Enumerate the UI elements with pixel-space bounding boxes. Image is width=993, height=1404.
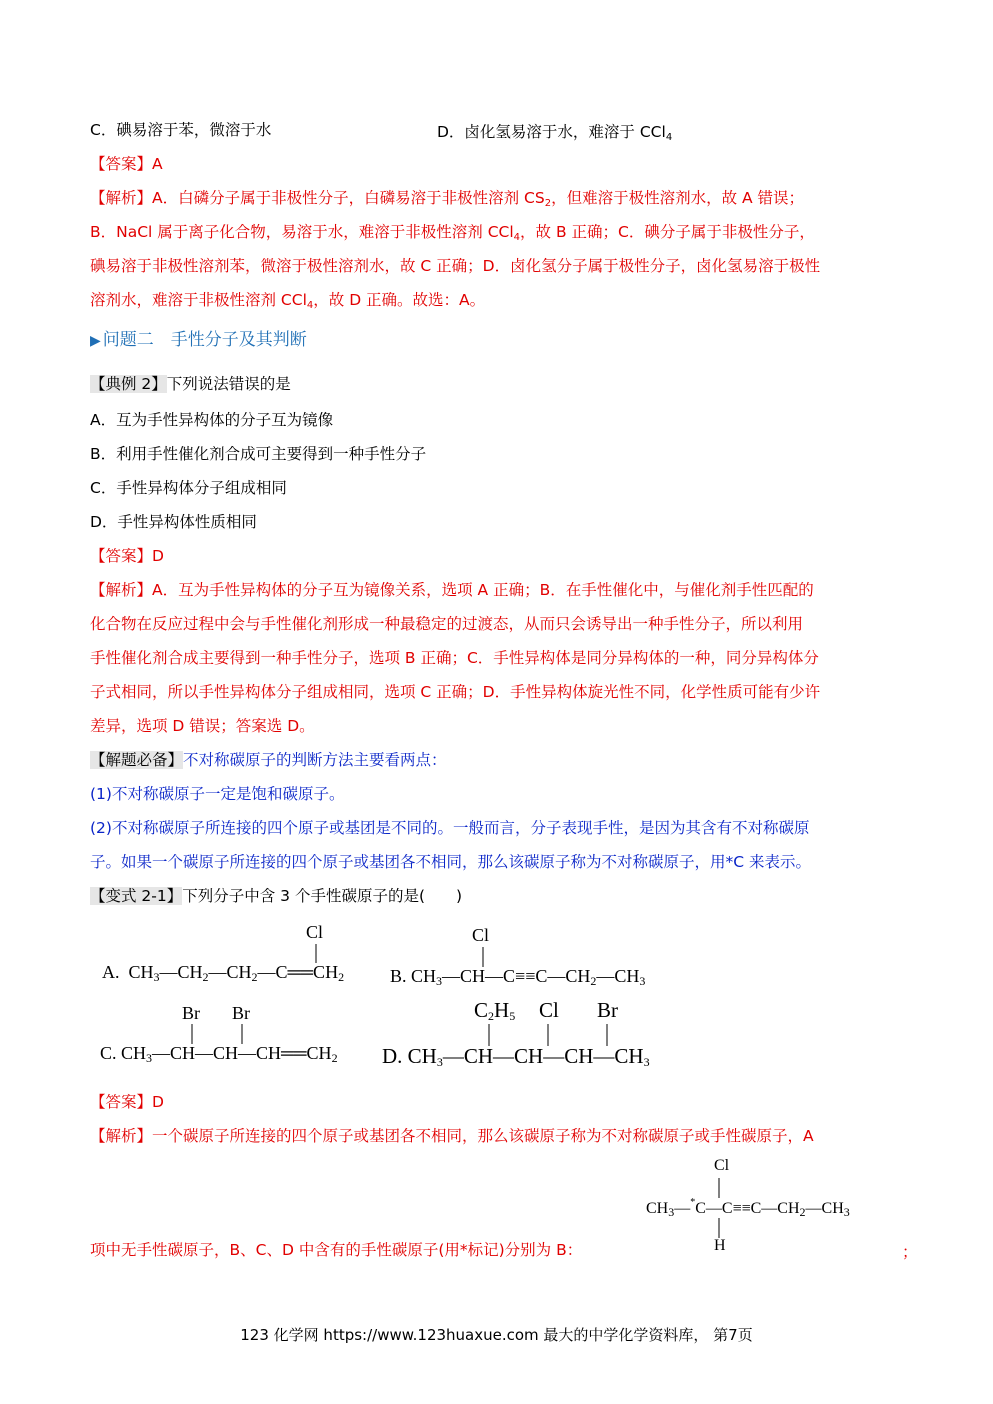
analysis-line-1: 【解析】A．白磷分子属于非极性分子，白磷易溶于非极性溶剂 $CS_2$，但难溶于极性溶剂水，故 A 错误； xyxy=(90,189,805,209)
example-2-analysis-5: 差异，选项 D 错误；答案选 D。 xyxy=(90,717,315,735)
tips-point-1: (1)不对称碳原子一定是饱和碳原子。 xyxy=(90,785,345,803)
answer-value: A xyxy=(152,155,163,173)
example-2-option-b: B．利用手性催化剂合成可主要得到一种手性分子 xyxy=(90,445,427,463)
analysis-line-4: 溶剂水，难溶于非极性溶剂 CCl$_4$，故 D 正确。故选：A。 xyxy=(90,291,486,311)
example-2-analysis-2: 化合物在反应过程中会与手性催化剂形成一种最稳定的过渡态，从而只会诱导出一种手性分子，所以利用 xyxy=(90,615,804,633)
variant-2-1-analysis-end: ； xyxy=(902,1243,918,1261)
structure-b-substituent: Cl xyxy=(472,925,490,945)
inline-structure-top: Cl xyxy=(714,1157,730,1174)
example-2-option-a: A．互为手性异构体的分子互为镜像 xyxy=(90,411,334,429)
variant-2-1-tag: 【变式 2-1】 xyxy=(90,887,183,905)
structure-c: C. $CH_3—CH—CH—CH══CH_2$ xyxy=(100,1043,338,1065)
structure-c-substituent-2: Br xyxy=(232,1003,250,1023)
analysis-line-2: B．NaCl 属于离子化合物，易溶于水，难溶于非极性溶剂 CCl$_4$，故 B 正确；C．碘分子属于非极性分子， xyxy=(90,223,815,243)
inline-structure-chain: $CH_3—^*C—C\equiv\equiv C—CH_2—CH_3$ xyxy=(646,1197,850,1219)
variant-2-1-answer: 【答案】D xyxy=(90,1093,164,1111)
analysis-line-3: 碘易溶于非极性溶剂苯，微溶于极性溶剂水，故 C 正确；D．卤化氢分子属于极性分子，卤化氢易溶于极性 xyxy=(90,257,821,275)
example-2-tag: 【典例 2】 xyxy=(90,375,167,393)
example-2-analysis-1: 【解析】A．互为手性异构体的分子互为镜像关系，选项 A 正确；B．在手性催化中，与催化剂手性匹配的 xyxy=(90,581,814,599)
page-footer: 123 化学网 https://www.123huaxue.com 最大的中学化学资料库， 第7页 xyxy=(240,1326,753,1344)
structure-d: D. $CH_3—CH—CH—CH—CH_3$ xyxy=(382,1044,650,1069)
example-2-stem: 【典例 2】下列说法错误的是 xyxy=(90,375,291,393)
example-2-answer: 【答案】D xyxy=(90,547,164,565)
structure-a-substituent: Cl xyxy=(306,922,324,942)
tips-intro: 【解题必备】不对称碳原子的判断方法主要看两点： xyxy=(90,751,447,769)
option-c: C．碘易溶于苯，微溶于水 xyxy=(90,121,272,139)
example-2-option-d: D．手性异构体性质相同 xyxy=(90,513,257,531)
triangle-icon: ▶ xyxy=(90,333,101,349)
structure-d-substituent-2: Cl xyxy=(539,998,559,1022)
example-2-analysis-3: 手性催化剂合成主要得到一种手性分子，选项 B 正确；C．手性异构体是同分异构体的一种，同分异构体分 xyxy=(90,649,819,667)
structure-d-substituent-3: Br xyxy=(597,998,618,1022)
section-title: 问题二 手性分子及其判断 xyxy=(102,330,307,350)
tips-point-2a: (2)不对称碳原子所连接的四个原子或基团是不同的。一般而言，分子表现手性，是因为其含有不对称碳原 xyxy=(90,819,810,837)
structure-d-substituent-1: $C_2H_5$ xyxy=(474,998,516,1023)
structure-b: B. $CH_3—CH—C\equiv\equiv C—CH_2—CH_3$ xyxy=(390,966,646,988)
structure-c-substituent-1: Br xyxy=(182,1003,200,1023)
variant-2-1-analysis-2: 项中无手性碳原子，B、C、D 中含有的手性碳原子(用*标记)分别为 B： xyxy=(90,1241,583,1259)
example-2-option-c: C．手性异构体分子组成相同 xyxy=(90,479,287,497)
tips-point-2b: 子。如果一个碳原子所连接的四个原子或基团各不相同，那么该碳原子称为不对称碳原子，用*C 来表示。 xyxy=(90,853,812,871)
structure-a: A. $CH_3—CH_2—CH_2—C══CH_2$ xyxy=(102,962,345,984)
tips-tag: 【解题必备】 xyxy=(90,751,184,769)
answer-tag: 【答案】 xyxy=(90,155,153,173)
inline-structure-bottom: H xyxy=(714,1237,726,1254)
option-d: D．卤化氢易溶于水，难溶于 CCl$_4$ xyxy=(437,123,673,143)
variant-2-1-analysis-1: 【解析】一个碳原子所连接的四个原子或基团各不相同，那么该碳原子称为不对称碳原子或手性碳原子，A xyxy=(90,1127,814,1145)
variant-2-1-stem: 【变式 2-1】下列分子中含 3 个手性碳原子的是( ) xyxy=(90,887,463,905)
analysis-tag: 【解析】 xyxy=(90,189,153,207)
example-2-analysis-4: 子式相同，所以手性异构体分子组成相同，选项 C 正确；D．手性异构体旋光性不同，化学性质可能有少许 xyxy=(90,683,821,701)
